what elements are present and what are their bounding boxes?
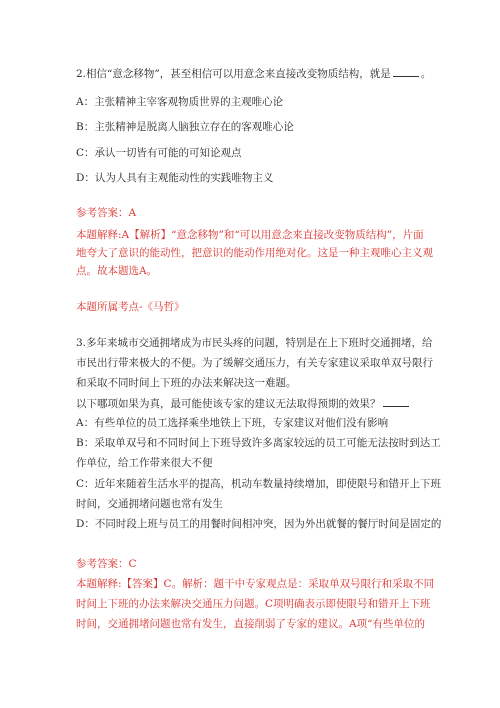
question-3-option-b-cont: 作单位，给工作带来很大不便 bbox=[76, 457, 213, 469]
question-2-stem: 2.相信“意念移物”，甚至相信可以用意念来直接改变物质结构，就是 。 bbox=[76, 68, 432, 80]
question-2-option-c: C：承认一切皆有可能的可知论观点 bbox=[76, 147, 242, 159]
question-2-explanation-line: 地夸大了意识的能动性，把意识的能动作用绝对化。这是一种主观唯心主义观 bbox=[76, 247, 433, 259]
question-2-answer: 参考答案：A bbox=[76, 207, 137, 219]
question-2-option-b: B：主张精神是脱离人脑独立存在的客观唯心论 bbox=[76, 121, 294, 133]
question-3-explanation-line: 时间，交通拥堵问题也常有发生，直接削弱了专家的建议。A项“有些单位的 bbox=[76, 618, 425, 630]
question-3-answer: 参考答案：C bbox=[76, 558, 137, 570]
question-3-explanation-line: 本题解释:【答案】C。解析：题干中专家观点是：采取单双号限行和采取不同 bbox=[76, 578, 435, 590]
question-3-option-c-cont: 时间，交通拥堵问题也常有发生 bbox=[76, 498, 223, 510]
answer-blank bbox=[383, 396, 409, 407]
answer-blank bbox=[393, 66, 419, 77]
question-3-stem-line: 3.多年来城市交通拥堵成为市民头疼的问题，特别是在上下班时交通拥堵，给 bbox=[76, 337, 433, 349]
question-3-explanation-line: 时间上下班的办法来解决交通压力问题。C项明确表示即使限号和错开上下班 bbox=[76, 598, 431, 610]
question-3-stem-line: 市民出行带来极大的不便。为了缓解交通压力，有关专家建议采取单双号限行 bbox=[76, 357, 433, 369]
question-3-stem-line: 以下哪项如果为真，最可能使该专家的建议无法取得预期的效果？ bbox=[76, 396, 411, 411]
question-2-option-a: A：主张精神主宰客观物质世界的主观唯心论 bbox=[76, 96, 284, 108]
question-2-option-d: D：认为人具有主观能动性的实践唯物主义 bbox=[76, 172, 274, 184]
question-2-explanation-line: 本题解释:A【解析】“意念移物”和“可以用意念来直接改变物质结构”，片面 bbox=[76, 229, 424, 241]
question-3-stem-line: 和采取不同时间上下班的办法来解决这一难题。 bbox=[76, 377, 297, 389]
question-3-option-d: D：不同时段上班与员工的用餐时间相冲突，因为外出就餐的餐厅时间是固定的 bbox=[76, 518, 442, 530]
question-2-category: 本题所属考点-《马哲》 bbox=[76, 301, 185, 313]
question-3-option-b: B：采取单双号和不同时间上下班导致许多离家较远的员工可能无法按时到达工 bbox=[76, 437, 441, 449]
question-3-option-a: A：有些单位的员工选择乘坐地铁上下班，专家建议对他们没有影响 bbox=[76, 417, 389, 429]
question-2-explanation-line: 点。故本题选A。 bbox=[76, 265, 158, 277]
question-3-option-c: C：近年来随着生活水平的提高，机动车数量持续增加，即使限号和错开上下班 bbox=[76, 478, 442, 490]
